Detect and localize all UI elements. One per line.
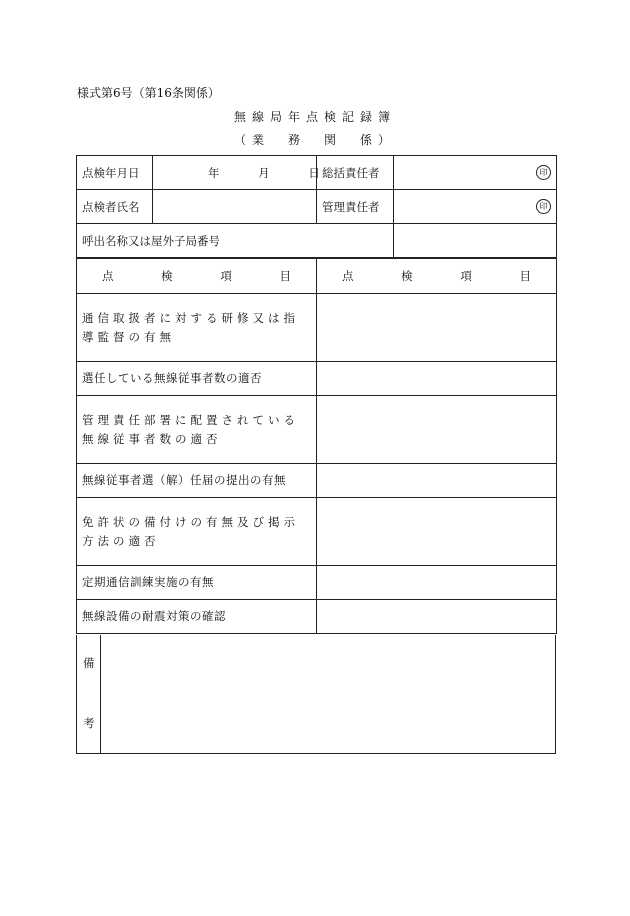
item-result-field[interactable] bbox=[317, 600, 557, 634]
header-char: 検 bbox=[401, 269, 413, 283]
inspection-date-label: 点検年月日 bbox=[77, 156, 153, 190]
header-char: 点 bbox=[102, 269, 114, 283]
item-label: 無線従事者選（解）任届の提出の有無 bbox=[82, 473, 286, 487]
callsign-label: 呼出名称又は屋外子局番号 bbox=[77, 224, 394, 259]
manager-label: 管理責任者 bbox=[317, 190, 394, 224]
seal-icon: 印 bbox=[536, 199, 551, 214]
date-day-label: 日 bbox=[308, 165, 320, 180]
items-table bbox=[76, 257, 557, 634]
item-label: 選任している無線従事者数の適否 bbox=[82, 371, 262, 385]
items-header-row bbox=[77, 258, 557, 294]
table-row bbox=[77, 396, 557, 464]
item-label: 免許状の備付けの有無及び掲示方法の適否 bbox=[82, 514, 299, 548]
header-char: 検 bbox=[161, 269, 173, 283]
inspector-field[interactable] bbox=[153, 190, 317, 224]
remarks-char: 考 bbox=[83, 716, 95, 730]
header-char: 点 bbox=[342, 269, 354, 283]
item-label: 無線設備の耐震対策の確認 bbox=[82, 609, 226, 623]
item-result-field[interactable] bbox=[317, 464, 557, 498]
callsign-field[interactable] bbox=[394, 224, 557, 259]
date-month-label: 月 bbox=[258, 165, 270, 180]
item-label: 定期通信訓練実施の有無 bbox=[82, 575, 214, 589]
inspection-date-field[interactable] bbox=[153, 156, 320, 190]
table-row bbox=[77, 362, 557, 396]
item-label: 通信取扱者に対する研修又は指導監督の有無 bbox=[82, 310, 299, 344]
seal-icon: 印 bbox=[536, 165, 551, 180]
items-header-right bbox=[317, 258, 557, 294]
item-result-field[interactable] bbox=[317, 396, 557, 464]
header-char: 項 bbox=[460, 269, 472, 283]
item-result-field[interactable] bbox=[317, 362, 557, 396]
table-row bbox=[77, 566, 557, 600]
header-char: 項 bbox=[220, 269, 232, 283]
item-result-field[interactable] bbox=[317, 566, 557, 600]
manager-field[interactable] bbox=[394, 190, 557, 224]
page-title: 無線局年点検記録簿 bbox=[233, 110, 396, 124]
table-row bbox=[77, 294, 557, 362]
remarks-box[interactable] bbox=[76, 635, 556, 754]
form-number: 様式第6号（第16条関係） bbox=[77, 86, 220, 100]
table-row bbox=[77, 464, 557, 498]
item-result-field[interactable] bbox=[317, 294, 557, 362]
header-table bbox=[76, 155, 557, 259]
inspector-label: 点検者氏名 bbox=[77, 190, 153, 224]
remarks-label bbox=[77, 635, 101, 753]
table-row bbox=[77, 498, 557, 566]
chief-field[interactable] bbox=[394, 156, 557, 190]
item-result-field[interactable] bbox=[317, 498, 557, 566]
header-char: 目 bbox=[279, 269, 291, 283]
remarks-char: 備 bbox=[83, 656, 95, 670]
page-subtitle: （業 務 関 係） bbox=[233, 133, 396, 147]
chief-label: 総括責任者 bbox=[317, 156, 394, 190]
items-header-left bbox=[77, 258, 317, 294]
date-year-label: 年 bbox=[208, 165, 220, 180]
table-row bbox=[77, 600, 557, 634]
item-label: 管理責任部署に配置されている無線従事者数の適否 bbox=[82, 412, 299, 446]
header-char: 目 bbox=[519, 269, 531, 283]
